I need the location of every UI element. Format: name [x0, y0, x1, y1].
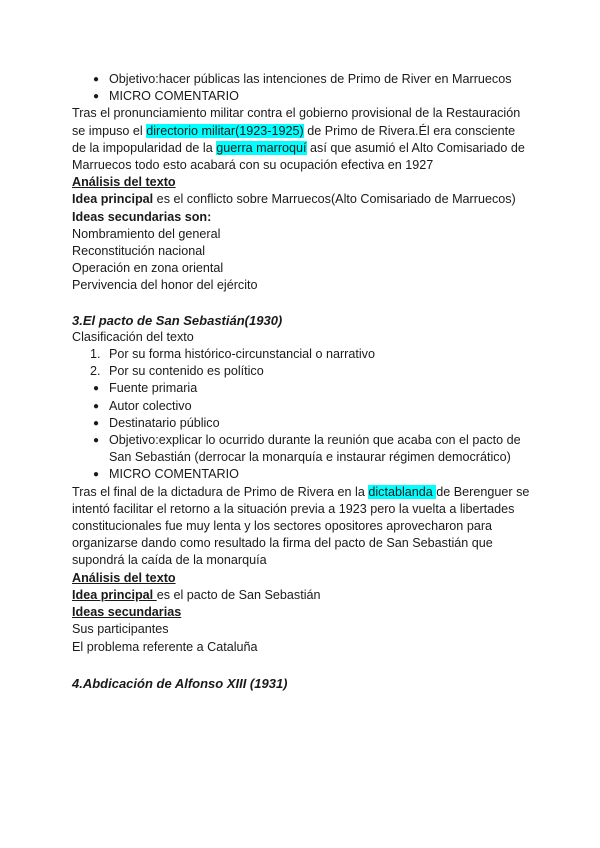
list-item [72, 415, 532, 432]
list-item [72, 88, 532, 105]
micro-commentary-paragraph [72, 484, 532, 570]
micro-commentary-paragraph [72, 105, 532, 174]
list-item [72, 432, 532, 466]
list-item [72, 380, 532, 397]
paragraph-text: Tras el final de la dictadura de Primo de Rivera en la [72, 484, 369, 499]
list-item-text: Destinatario público [109, 415, 220, 430]
list-item-text: Fuente primaria [109, 381, 198, 396]
highlighted-text: dictablanda [368, 484, 437, 499]
highlighted-text: directorio militar(1923-1925) [146, 123, 304, 138]
list-item [72, 466, 532, 483]
bullet-icon: ● [92, 91, 100, 103]
main-idea [72, 587, 532, 604]
item-text: Por su forma histórico-circunstancial o narrativo [109, 347, 375, 362]
bullet-icon: ● [92, 383, 100, 395]
section-title: 3.El pacto de San Sebastián(1930) [72, 312, 283, 328]
item-text: Por su contenido es político [109, 364, 264, 379]
item-number: 1. [90, 347, 101, 362]
secondary-idea: Reconstitución nacional [72, 244, 206, 259]
bullet-icon: ● [92, 74, 100, 85]
main-idea-text: es el pacto de San Sebastián [156, 587, 321, 602]
secondary-idea: Sus participantes [72, 622, 169, 637]
main-idea-text: es el conflicto sobre Marruecos(Alto Comisariado de Marruecos) [153, 192, 516, 207]
paragraph-text: Tras el pronunciamiento militar contra el gobierno provisional de la Restauración se impuso el [72, 106, 521, 138]
main-idea-label: Idea principal [72, 587, 157, 602]
item-number: 2. [90, 364, 101, 379]
secondary-idea: Operación en zona oriental [72, 261, 224, 276]
list-item-text: Objetivo:hacer públicas las intenciones de Primo de River en Marruecos [109, 72, 512, 86]
paragraph-text: de Primo de Rivera.Él era consciente de la impopularidad de la [72, 123, 516, 155]
paragraph-text: así que asumió el Alto Comisariado de Marruecos todo esto acabará con su ocupación efectiva en 1927 [72, 140, 525, 173]
secondary-ideas-label: Ideas secundarias [72, 605, 182, 620]
spacer [72, 656, 532, 675]
list-item-text: Objetivo:explicar lo ocurrido durante la reunión que acaba con el pacto de San Sebastián (derrocar la monarquía e instaurar régimen democrático) [109, 433, 521, 465]
document-body [72, 71, 532, 692]
secondary-idea: El problema referente a Cataluña [72, 639, 258, 654]
list-item-text: Autor colectivo [109, 398, 192, 413]
list-item-text: MICRO COMENTARIO [109, 467, 239, 482]
analysis-heading: Análisis del texto [72, 175, 176, 190]
list-item-text: MICRO COMENTARIO [109, 89, 239, 104]
section-title: 4.Abdicación de Alfonso XIII (1931) [72, 675, 288, 691]
numbered-item [72, 346, 532, 363]
list-item [72, 71, 532, 88]
analysis-heading: Análisis del texto [72, 570, 176, 585]
classification-label: Clasificación del texto [72, 329, 194, 344]
main-idea-label: Idea principal [72, 192, 154, 207]
main-idea [72, 191, 532, 208]
classification-numbered-list [72, 346, 532, 380]
secondary-idea: Nombramiento del general [72, 226, 221, 241]
numbered-item [72, 363, 532, 380]
secondary-idea: Pervivencia del honor del ejército [72, 278, 258, 293]
objective-list [72, 71, 532, 105]
paragraph-text: de Berenguer se intentó facilitar el retorno a la situación previa a 1923 pero la vuelta a libertades constitucionales fue muy lenta y los sectores opositores aprovecharon para organizarse dando como resultado la firma del pacto de San Sebastián que supondrá la caída de la monarquía [72, 484, 530, 568]
bullet-icon: ● [92, 417, 100, 429]
list-item [72, 398, 532, 415]
bullet-icon: ● [92, 469, 100, 481]
highlighted-text: guerra marroquí [216, 140, 307, 155]
spacer [72, 295, 532, 312]
bullet-icon: ● [92, 435, 100, 447]
secondary-ideas-label: Ideas secundarias son: [72, 209, 212, 224]
bullet-icon: ● [92, 400, 100, 412]
classification-bullet-list [72, 380, 532, 483]
